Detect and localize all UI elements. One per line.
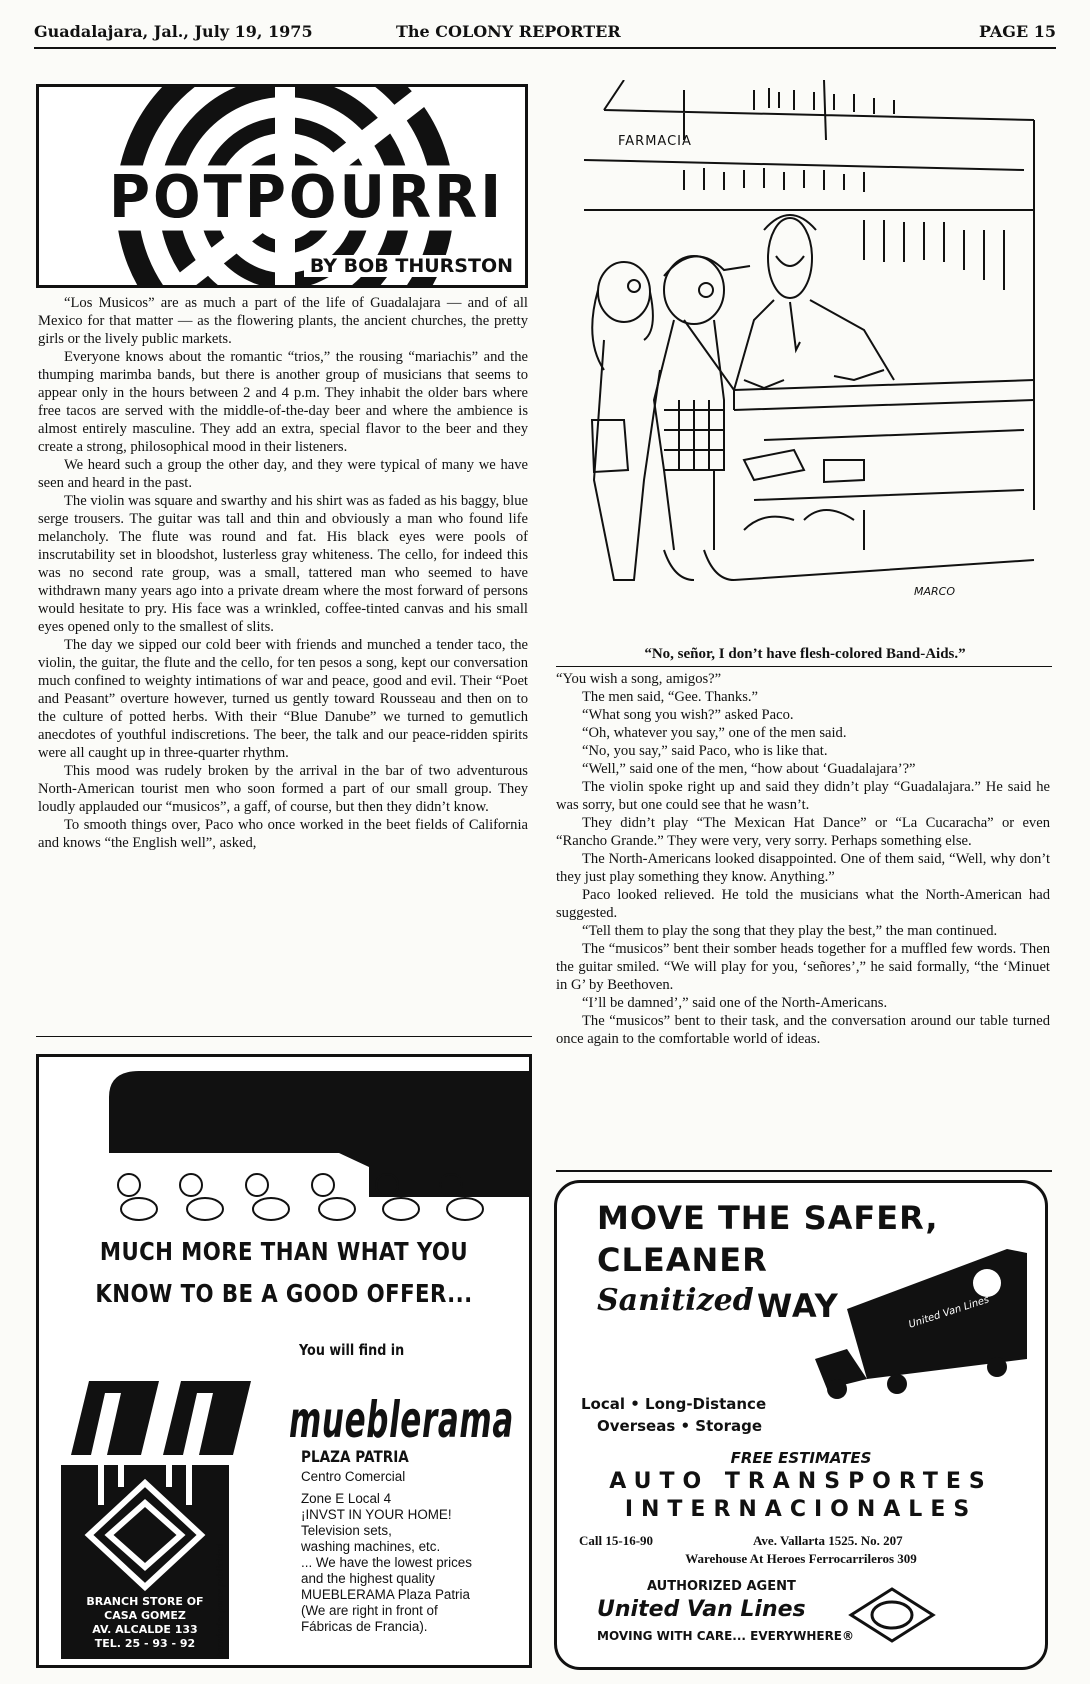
page-number: PAGE 15 xyxy=(979,22,1056,41)
column-title: POTPOURRI xyxy=(109,163,505,232)
ad-slogan: MOVING WITH CARE... EVERYWHERE® xyxy=(597,1629,855,1643)
ad-headline: KNOW TO BE A GOOD OFFER... xyxy=(95,1279,473,1308)
article-paragraph: “Oh, whatever you say,” one of the men said. xyxy=(582,725,847,741)
article-paragraph: The “musicos” bent their somber heads together for a muffled few words. Then the guitar smiled. “We will play for you, ‘señores’,” he said formally, “the ‘Minuet in G’ by Beethoven. xyxy=(556,941,1050,993)
plaza-name: PLAZA PATRIA xyxy=(301,1447,409,1466)
byline: BY BOB THURSTON xyxy=(304,255,515,277)
article-paragraph: The violin spoke right up and said they didn’t play “Guadalajara.” He said he was sorry, but one could see that he wasn’t. xyxy=(556,779,1050,813)
article-paragraph: “Tell them to play the song that they play the best,” the man continued. xyxy=(582,923,998,939)
ad-detail-line: MUEBLERAMA Plaza Patria xyxy=(301,1587,470,1602)
ad-headline: MOVE THE SAFER, xyxy=(597,1199,939,1237)
ad-headline: CLEANER xyxy=(597,1241,768,1279)
ad-details xyxy=(301,1469,531,1635)
sanitized-script: Sanitized xyxy=(597,1283,754,1318)
services-line: Local • Long-Distance xyxy=(581,1395,767,1413)
article-paragraph: The “musicos” bent to their task, and the conversation around our table turned once again to the comfortable world of ideas. xyxy=(556,1013,1050,1047)
ad-detail-line: washing machines, etc. xyxy=(301,1539,441,1554)
free-estimates: FREE ESTIMATES xyxy=(730,1449,872,1467)
company-name: INTERNACIONALES xyxy=(624,1497,978,1522)
article-paragraph: The day we sipped our cold beer with friends and munched a tender taco, the violin, the guitar, the flute and the cello, for ten pesos a song, kept our conversation much confined to weighty intimations of war and peace, good and evil. Their “Poet and Peasant” overture however, turned us gently toward Rousseau and then on to the culture of potted herbs. With their “Blue Danube” we turned to gemutlich anecdotes of youthful indiscretions. The beer, the talk and our peace-ridden spirits were all caught up in three-quarter rhythm. xyxy=(38,637,528,761)
services-line: Overseas • Storage xyxy=(597,1417,762,1435)
cartoon xyxy=(564,80,1044,642)
ad-headline: MUCH MORE THAN WHAT YOU xyxy=(99,1237,469,1266)
article-left-column xyxy=(38,294,528,852)
column-header xyxy=(36,84,528,288)
article-right-column xyxy=(556,670,1050,1048)
moving-advertisement xyxy=(554,1180,1048,1670)
newspaper-name: The COLONY REPORTER xyxy=(396,22,621,41)
ad-detail-line: Fábricas de Francia). xyxy=(301,1619,428,1634)
article-paragraph: Everyone knows about the romantic “trios,” the rousing “mariachis” and the thumping marimba bands, but there is another group of musicians that seems to appear only in the hours between 2 and 4 p.m. They inhabit the older bars where free tacos are served with the middle-of-the-day beer and where the ambience is almost entirely masculine. They add an extra, special flavor to the beer and they create a strong, philosophical mood in their listeners. xyxy=(38,349,528,455)
ad-detail-line: Television sets, xyxy=(301,1523,392,1538)
pharmacy-cartoon-drawing xyxy=(564,80,1044,642)
article-paragraph: We heard such a group the other day, and they were typical of many we have seen and heard in the past. xyxy=(38,457,528,491)
ad-detail-line: Zone E Local 4 xyxy=(301,1491,392,1506)
branch-line: AV. ALCALDE 133 xyxy=(92,1623,198,1636)
company-name: AUTO TRANSPORTES xyxy=(609,1469,993,1494)
way-label: WAY xyxy=(757,1287,839,1325)
authorized-agent: AUTHORIZED AGENT xyxy=(647,1579,796,1594)
warehouse-address: Warehouse At Heroes Ferrocarrileros 309 xyxy=(685,1551,917,1566)
column-rule xyxy=(556,1170,1052,1172)
article-paragraph: The North-Americans looked disappointed. One of them said, “Well, why don’t they just play something they know. Anything.” xyxy=(556,851,1050,885)
article-paragraph: “I’ll be damned’,” said one of the North-Americans. xyxy=(582,995,888,1011)
company-address: Ave. Vallarta 1525. No. 207 xyxy=(753,1533,903,1548)
ad-detail-line: ¡INVST IN YOUR HOME! xyxy=(301,1507,452,1522)
article-paragraph: To smooth things over, Paco who once worked in the beet fields of California and knows “the English well”, asked, xyxy=(38,817,528,851)
branch-line: CASA GOMEZ xyxy=(104,1609,186,1622)
branch-store-block xyxy=(61,1465,229,1659)
ad-detail-line: Centro Comercial xyxy=(301,1469,406,1484)
cartoonist-signature: MARCO xyxy=(914,585,955,598)
article-paragraph: “What song you wish?” asked Paco. xyxy=(582,707,794,723)
united-van-lines-emblem-icon xyxy=(847,1585,937,1645)
phone-number: Call 15-16-90 xyxy=(579,1533,654,1548)
furniture-advertisement xyxy=(36,1054,532,1668)
column-rule xyxy=(36,1036,532,1037)
cartoon-caption: “No, señor, I don’t have flesh-colored Band-Aids.” xyxy=(644,646,966,662)
article-paragraph: “Los Musicos” are as much a part of the life of Guadalajara — and of all Mexico for that matter — as the flowering plants, the ancient churches, the pretty girls or the lively public markets. xyxy=(38,295,528,347)
masthead-rule xyxy=(34,47,1056,49)
article-paragraph: “Well,” said one of the men, “how about ‘Guadalajara’?” xyxy=(582,761,916,777)
branch-line: TEL. 25 - 93 - 92 xyxy=(94,1637,196,1650)
truck-lettering: United Van Lines xyxy=(907,1294,991,1331)
ad-detail-line: and the highest quality xyxy=(301,1571,436,1586)
find-in-label: You will find in xyxy=(299,1341,405,1359)
article-paragraph: This mood was rudely broken by the arrival in the bar of two adventurous North-American tourist men who soon formed a part of our small group. They loudly applauded our “musicos”, a gaff, of course, but then they didn’t know. xyxy=(38,763,528,815)
casa-gomez-emblem xyxy=(61,1465,229,1595)
article-paragraph: The violin was square and swarthy and his shirt was as faded as his baggy, blue serge trousers. The guitar was tall and thin and obviously a man who found life melancholy. The flute was round and fat. His black eyes were pools of inscrutability set in bloodshot, lusterless gray whiteness. The cello, for indeed this was no second rate group, was a small, tattered man who seemed to have withdrawn many years ago into a private dream where the most forward of persons would hesitate to pry. His face was a wrinkled, coffee-tinted canvas and his small eyes opened only to the smallest of slits. xyxy=(38,493,528,635)
united-van-lines: United Van Lines xyxy=(597,1597,806,1622)
ad-detail-line: (We are right in front of xyxy=(301,1603,438,1618)
article-paragraph: They didn’t play “The Mexican Hat Dance” or “La Cucaracha” or even “Rancho Grande.” They were very, very sorry. Perhaps something else. xyxy=(556,815,1050,849)
masthead xyxy=(34,22,1056,46)
pharmacy-sign: FARMACIA xyxy=(618,134,692,149)
branch-line: BRANCH STORE OF xyxy=(86,1595,204,1608)
brand-name: mueblerama xyxy=(289,1391,514,1449)
agency-credit: hernández ponce publicidad xyxy=(215,1543,226,1657)
article-paragraph: “You wish a song, amigos?” xyxy=(556,671,722,687)
cartoon-rule xyxy=(556,666,1052,667)
dateline: Guadalajara, Jal., July 19, 1975 xyxy=(34,22,313,41)
mueblerama-m-logo xyxy=(61,1377,311,1457)
article-paragraph: Paco looked relieved. He told the musicians what the North-American had suggested. xyxy=(556,887,1050,921)
ad-detail-line: ... We have the lowest prices xyxy=(301,1555,472,1570)
article-paragraph: “No, you say,” said Paco, who is like that. xyxy=(582,743,828,759)
article-paragraph: The men said, “Gee. Thanks.” xyxy=(582,689,759,705)
